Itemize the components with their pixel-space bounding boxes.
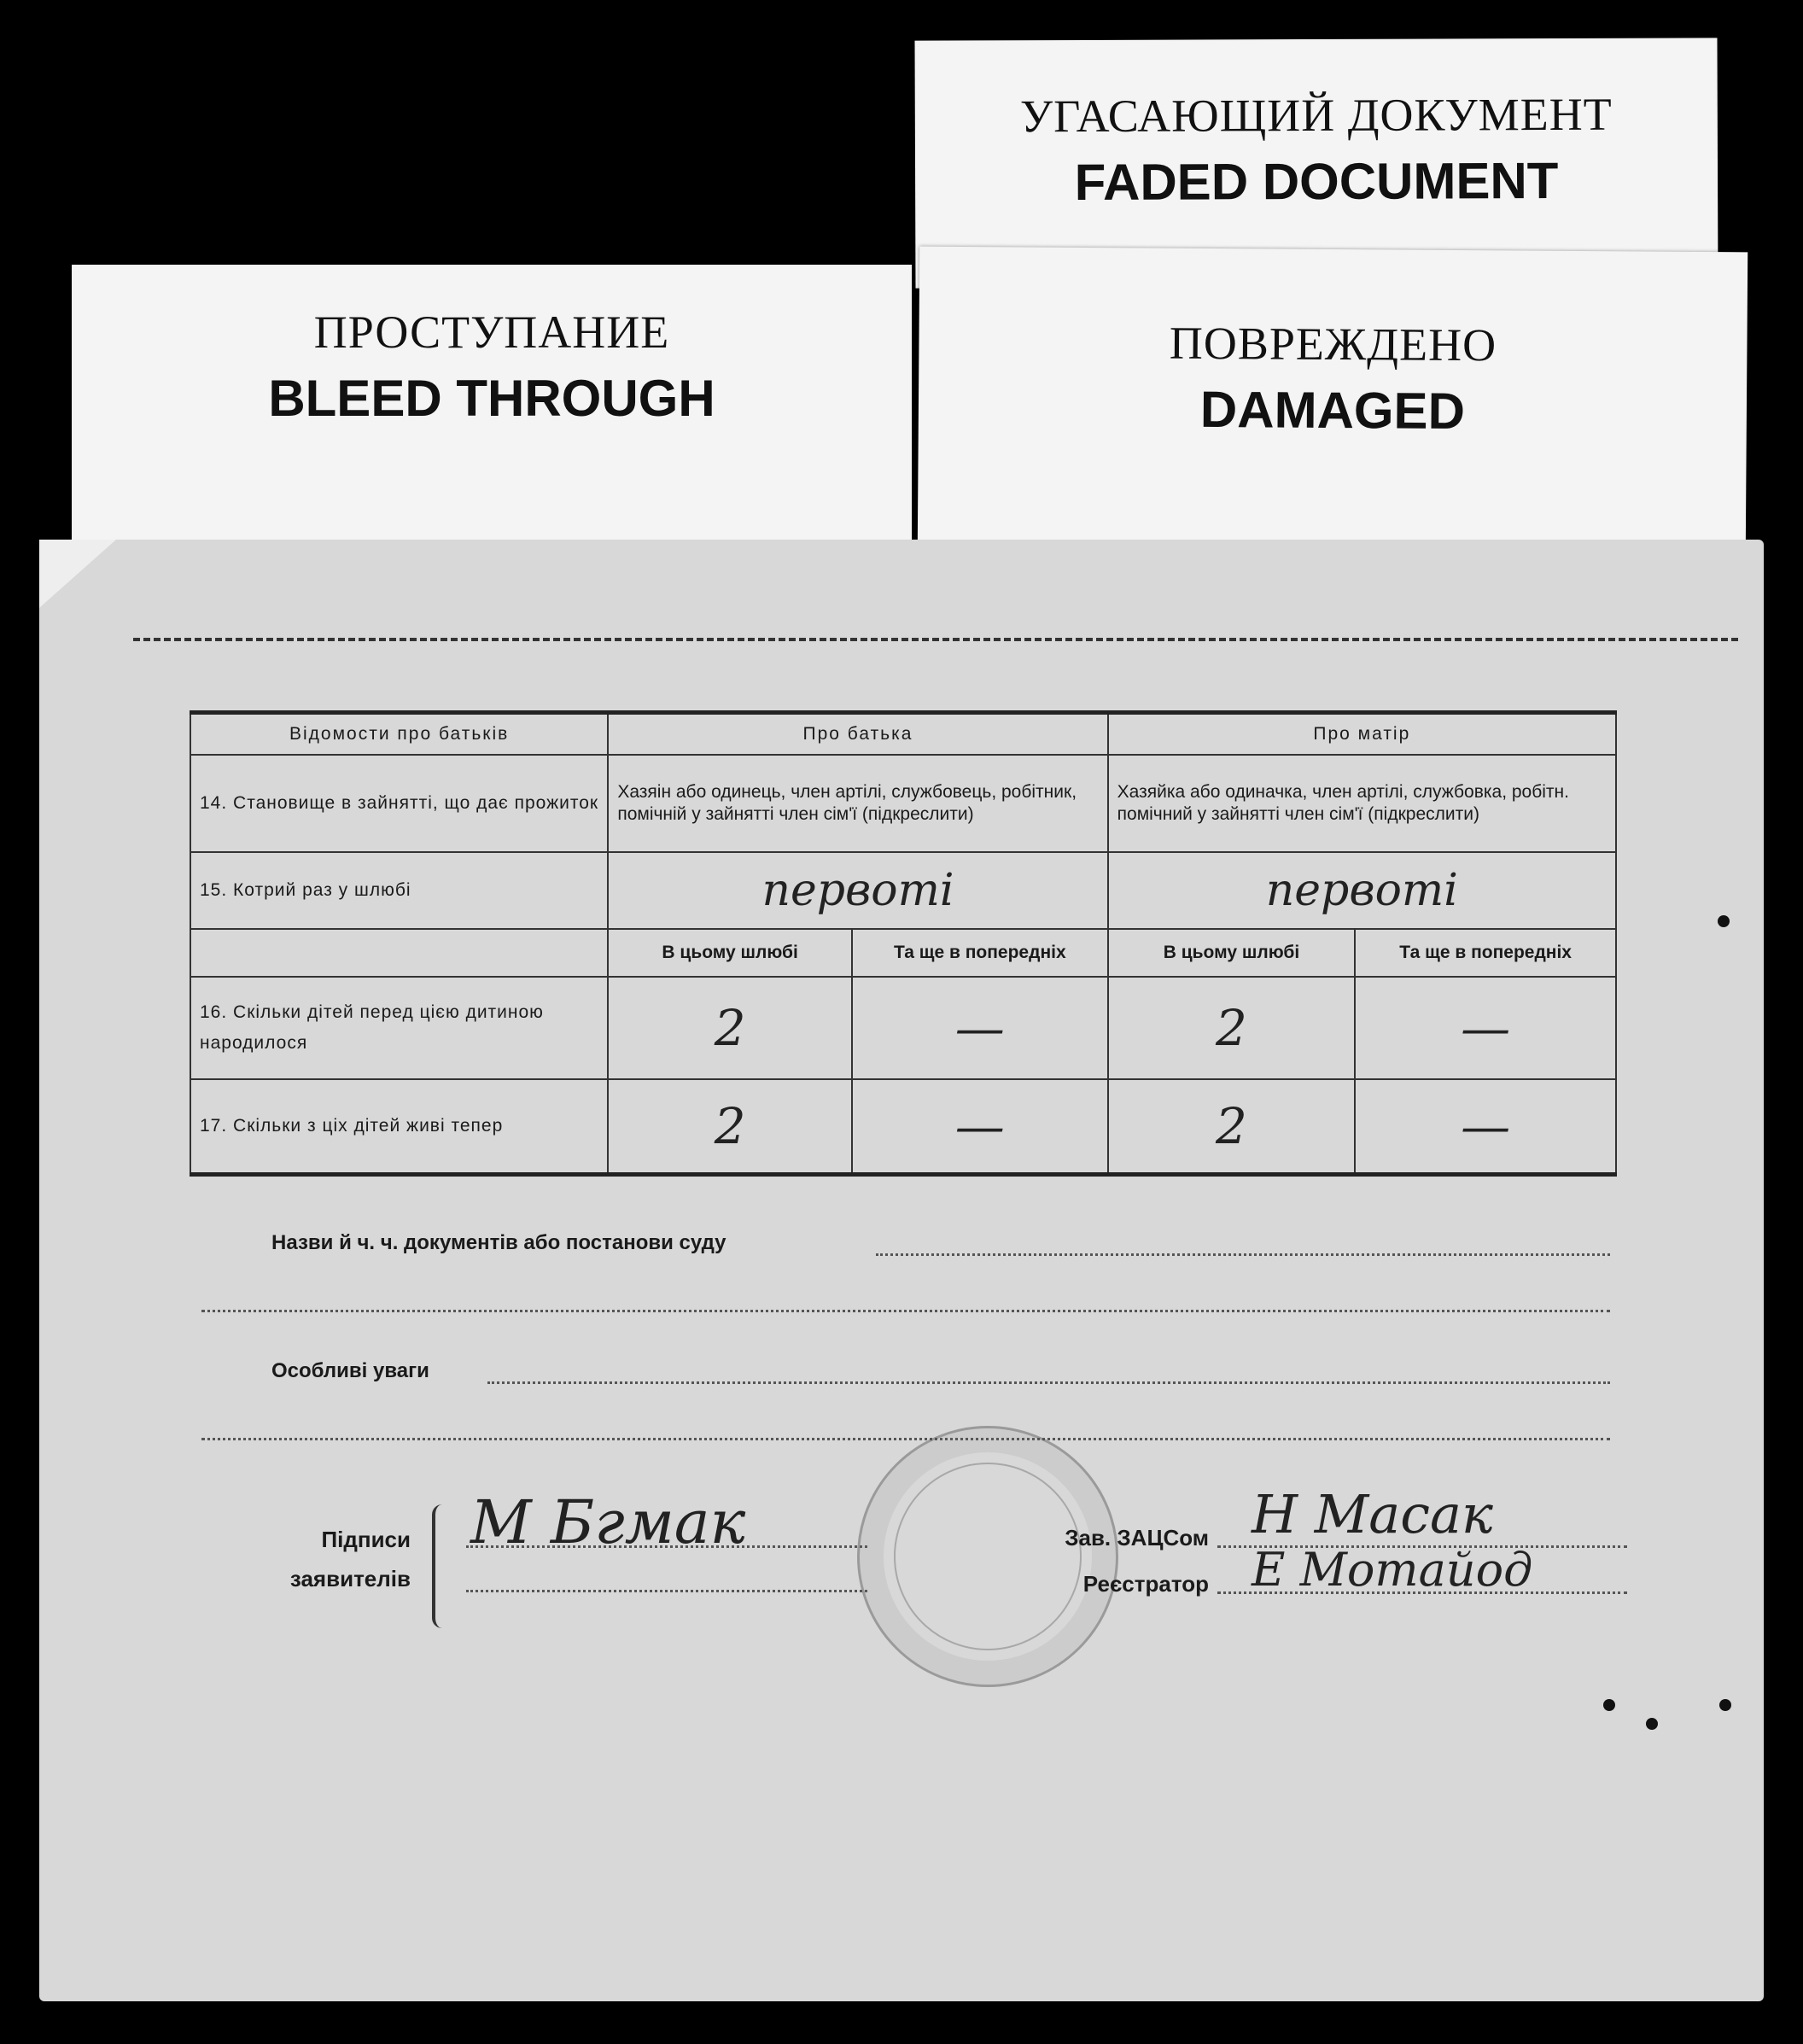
damaged-label-en: DAMAGED (1199, 380, 1466, 441)
applicant-signature: М Бгмак (470, 1487, 746, 1557)
registration-form-sheet (39, 540, 1764, 2001)
signature-brace (432, 1504, 452, 1628)
q17-label: 17. Скільки з ціх дітей живі тепер (190, 1079, 608, 1175)
q16-mother-prev: — (1355, 977, 1616, 1079)
subheader-spacer (190, 929, 608, 977)
damaged-card (918, 247, 1748, 560)
folded-corner (39, 540, 116, 608)
header-mother: Про матір (1108, 713, 1616, 756)
bleed-label-en: BLEED THROUGH (268, 370, 715, 427)
subheader-father-this: В цьому шлюбі (608, 929, 852, 977)
faded-label-ru: УГАСАЮЩИЙ ДОКУМЕНТ (1019, 88, 1613, 143)
header-info: Відомости про батьків (190, 713, 608, 756)
remarks-label: Особливі уваги (271, 1359, 429, 1382)
q15-father-value: первоті (608, 852, 1107, 929)
header-father: Про батька (608, 713, 1107, 756)
bleed-label-ru: ПРОСТУПАНИЕ (313, 307, 670, 358)
q16-father-prev: — (852, 977, 1108, 1079)
q17-mother-prev: — (1355, 1079, 1616, 1175)
parents-info-table (190, 710, 1617, 1177)
q17-father-this: 2 (608, 1079, 852, 1175)
documents-label: Назви й ч. ч. документів або постанови суду (271, 1231, 726, 1254)
registrar-label: Реєстратор (1082, 1571, 1209, 1597)
q15-label: 15. Котрий раз у шлюбі (190, 852, 608, 929)
documents-dotted-line (876, 1253, 1610, 1256)
subheader-father-prev: Та ще в попередніх (852, 929, 1108, 977)
damaged-label-ru: ПОВРЕЖДЕНО (1169, 317, 1497, 371)
zags-head-signature: Н Масак (1252, 1483, 1493, 1545)
q16-father-this: 2 (608, 977, 852, 1079)
documents-dotted-line-2 (201, 1310, 1610, 1312)
subheader-mother-this: В цьому шлюбі (1108, 929, 1356, 977)
registrar-signature: Е Мотайод (1252, 1543, 1533, 1597)
perforation-line (133, 638, 1738, 641)
q17-mother-this: 2 (1108, 1079, 1356, 1175)
q14-mother-options: Хазяйка або одиначка, член артілі, службовка, робітн. помічний у зайнятті член сім'ї (підкреслити) (1108, 755, 1616, 852)
q16-label: 16. Скільки дітей перед цією дитиною народилося (190, 977, 608, 1079)
applicant-signature-line (466, 1545, 867, 1548)
applicants-signature-label: Підписи заявителів (289, 1527, 411, 1591)
q14-father-options: Хазяін або одинець, член артілі, службовець, робітник, помічній у зайнятті член сім'ї (підкреслити) (608, 755, 1107, 852)
punch-hole (1646, 1718, 1658, 1730)
punch-hole (1719, 1699, 1731, 1711)
q14-label: 14. Становище в зайнятті, що дає прожиток (190, 755, 608, 852)
punch-hole (1718, 915, 1730, 927)
punch-hole (1603, 1699, 1615, 1711)
registrar-signature-line (1217, 1591, 1627, 1594)
q17-father-prev: — (852, 1079, 1108, 1175)
head-signature-line (1217, 1545, 1627, 1548)
bleed-through-card (72, 265, 912, 546)
subheader-mother-prev: Та ще в попередніх (1355, 929, 1616, 977)
faded-label-en: FADED DOCUMENT (1074, 152, 1559, 211)
zags-head-label: Зав. ЗАЦСом (1065, 1525, 1209, 1551)
q15-mother-value: первоті (1108, 852, 1616, 929)
q16-mother-this: 2 (1108, 977, 1356, 1079)
applicant-signature-line-2 (466, 1590, 867, 1592)
remarks-dotted-line (487, 1381, 1610, 1384)
remarks-dotted-line-2 (201, 1438, 1610, 1440)
